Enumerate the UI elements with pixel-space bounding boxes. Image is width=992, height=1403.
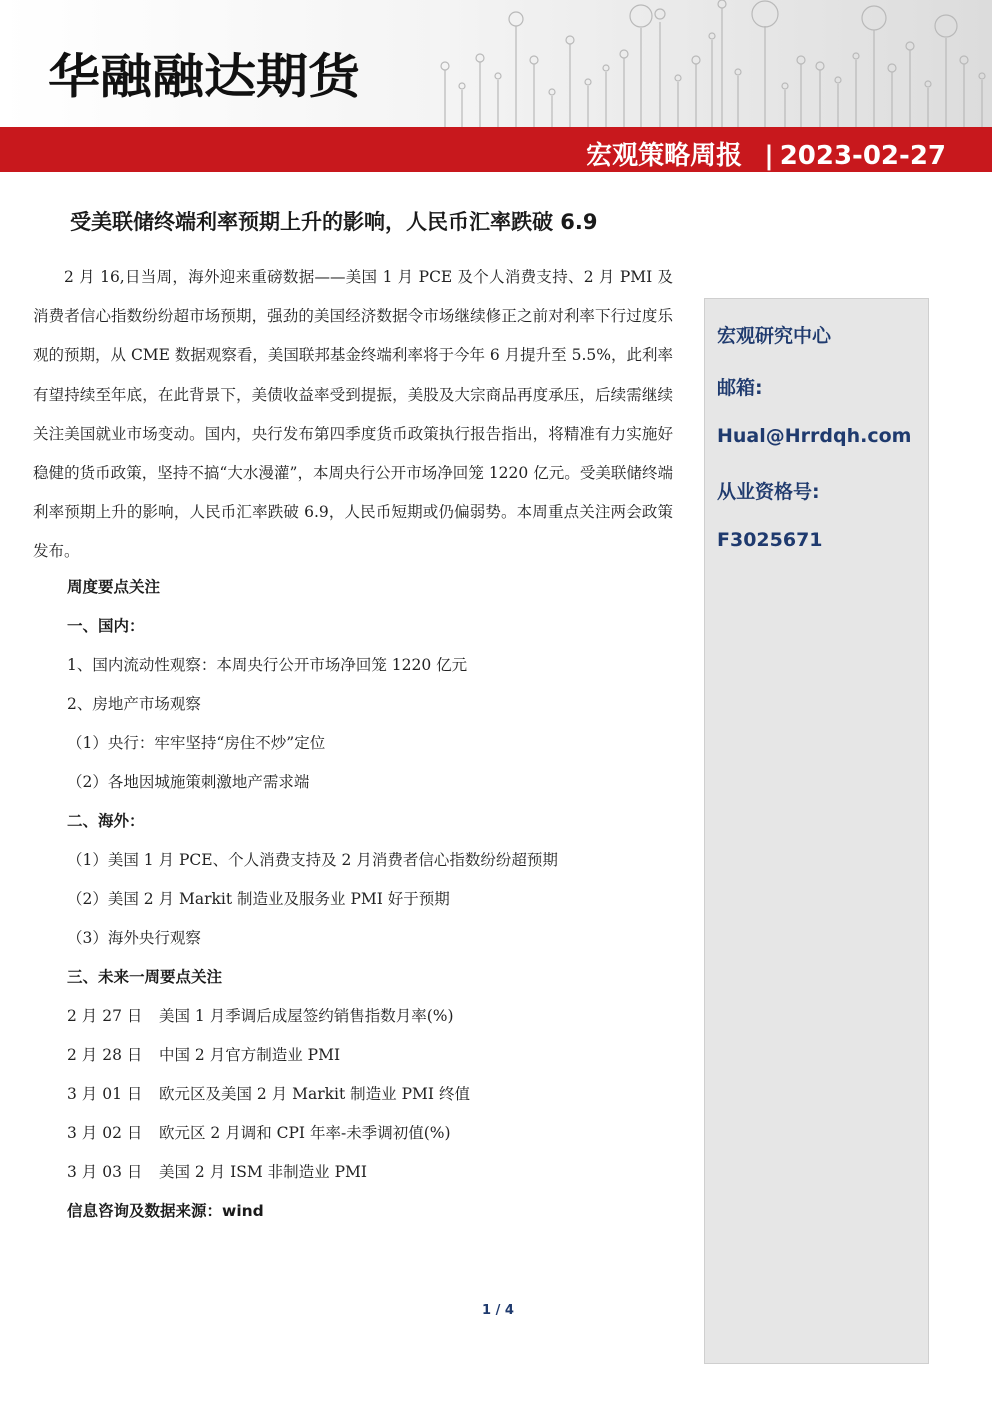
report-name: 宏观策略周报: [586, 141, 743, 171]
schedule-event: 欧元区 2 月调和 CPI 年率-未季调初值(%): [159, 1124, 451, 1142]
banner-separator: |: [764, 141, 774, 171]
weekly-focus-heading: 周度要点关注: [67, 578, 161, 596]
schedule-row: [67, 1004, 454, 1026]
email-label: 邮箱:: [717, 377, 763, 399]
list-item: （2）美国 2 月 Markit 制造业及服务业 PMI 好于预期: [67, 890, 450, 908]
schedule-date: 3 月 02 日: [67, 1124, 143, 1142]
article-title: 受美联储终端利率预期上升的影响，人民币汇率跌破 6.9: [70, 210, 598, 234]
company-logo-text: 华融融达期货: [48, 49, 361, 106]
page-indicator: 1 / 4: [482, 1303, 514, 1318]
report-date: 2023-02-27: [779, 141, 946, 171]
schedule-date: 3 月 03 日: [67, 1163, 143, 1181]
schedule-row: [67, 1160, 367, 1182]
license-number: F3025671: [717, 529, 823, 551]
research-center-label: 宏观研究中心: [717, 325, 832, 347]
schedule-date: 3 月 01 日: [67, 1085, 143, 1103]
list-item: （1）央行：牢牢坚持“房住不炒”定位: [67, 734, 326, 752]
upcoming-heading: 三、未来一周要点关注: [67, 968, 223, 986]
intro-paragraph: 2 月 16,日当周，海外迎来重磅数据——美国 1 月 PCE 及个人消费支持、2 月 PMI 及消费者信心指数纷纷超市场预期，强劲的美国经济数据令市场继续修正之前对利率下行过度乐观的预期，从 CME 数据观察看，美国联邦基金终端利率将于今年 6 月提升至 5.5%，此利率有望持续至年底，在此背景下，美债收益率受到提振，美股及大宗商品再度承压，后续需继续关注美国就业市场变动。国内，央行发布第四季度货币政策执行报告指出，将精准有力实施好稳健的货币政策，坚持不搞“大水漫灌”，本周央行公开市场净回笼 1220 亿元。受美联储终端利率预期上升的影响，人民币汇率跌破 6.9，人民币短期或仍偏弱势。本周重点关注两会政策发布。: [33, 268, 673, 561]
contact-sidebar: [704, 298, 929, 1364]
license-label: 从业资格号:: [717, 481, 820, 503]
schedule-date: 2 月 28 日: [67, 1046, 143, 1064]
list-item: （1）美国 1 月 PCE、个人消费支持及 2 月消费者信心指数纷纷超预期: [67, 851, 558, 869]
schedule-event: 美国 2 月 ISM 非制造业 PMI: [159, 1163, 368, 1181]
schedule-row: [67, 1121, 451, 1143]
list-item: 2、房地产市场观察: [67, 695, 201, 713]
schedule-date: 2 月 27 日: [67, 1007, 143, 1025]
domestic-heading: 一、国内：: [67, 617, 145, 635]
data-source-line: 信息咨询及数据来源：wind: [67, 1202, 264, 1220]
report-banner: [0, 127, 992, 172]
list-item: （3）海外央行观察: [67, 929, 201, 947]
list-item: （2）各地因城施策刺激地产需求端: [67, 773, 310, 791]
email-address: Hual@Hrrdqh.com: [717, 425, 912, 447]
schedule-row: [67, 1043, 340, 1065]
schedule-event: 欧元区及美国 2 月 Markit 制造业 PMI 终值: [159, 1085, 470, 1103]
overseas-heading: 二、海外：: [67, 812, 145, 830]
schedule-row: [67, 1082, 470, 1104]
banner-title-group: [586, 135, 946, 172]
list-item: 1、国内流动性观察：本周央行公开市场净回笼 1220 亿元: [67, 656, 468, 674]
schedule-event: 中国 2 月官方制造业 PMI: [159, 1046, 341, 1064]
schedule-event: 美国 1 月季调后成屋签约销售指数月率(%): [159, 1007, 454, 1025]
